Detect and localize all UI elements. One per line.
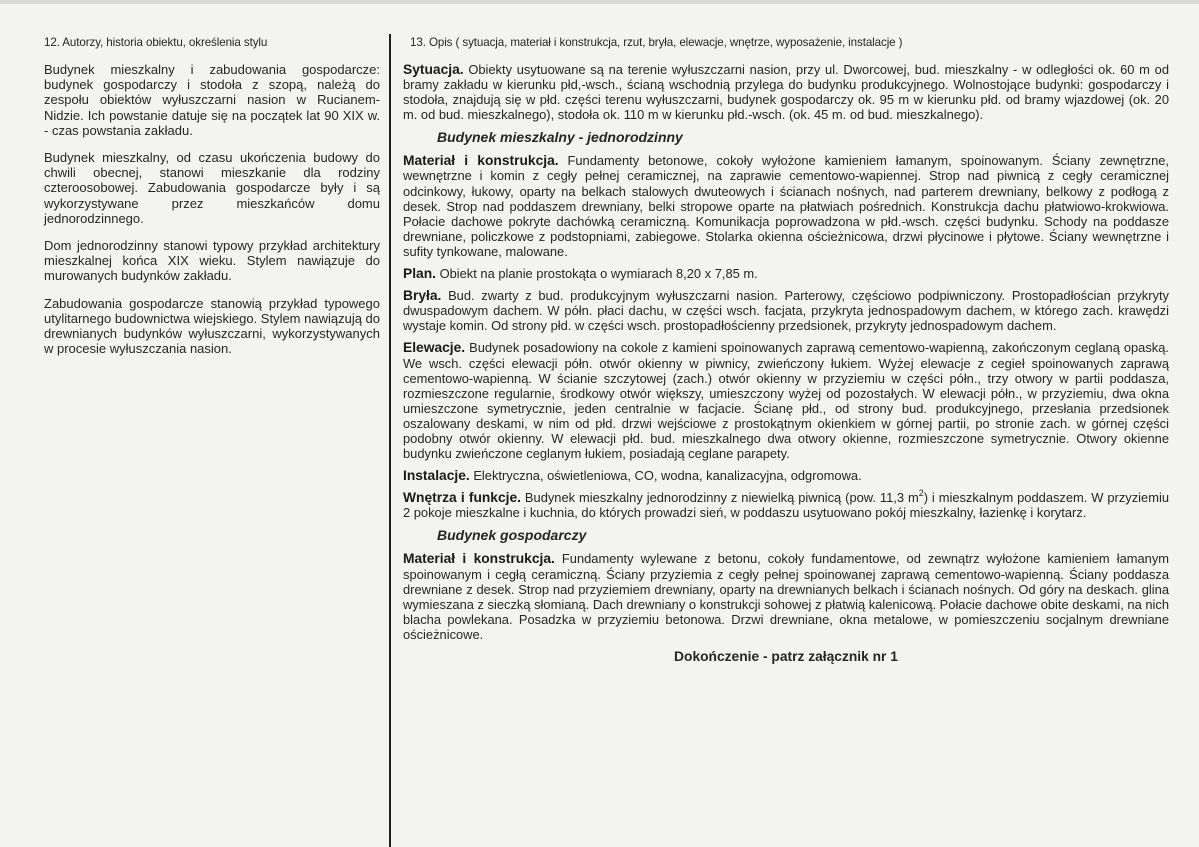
wnetrza-paragraph xyxy=(403,490,1169,520)
instalacje-heading: Instalacje. xyxy=(403,468,470,484)
left-column xyxy=(44,36,380,368)
sytuacja-heading: Sytuacja. xyxy=(403,62,464,77)
instalacje-paragraph xyxy=(403,468,1169,483)
bryla-heading: Bryła. xyxy=(403,288,442,304)
history-paragraph-2: Budynek mieszkalny, od czasu ukończenia budowy do chwili obecnej, stanowi mieszkanie dla rodziny czteroosobowej. Zabudowania gospodarcze były i są wykorzystywane przez mieszkańców domu jednorodzinnego. xyxy=(44,150,380,226)
material-paragraph-farm xyxy=(403,551,1169,642)
material-text-farm: Fundamenty wylewane z betonu, cokoły fundamentowe, od zewnątrz wyłożone kamieniem łamanym spoinowanym i cegłą ceramiczną. Ściany przyziemia z cegły pełnej spoinowanej zaprawą cementowo-wapienną. Ściany poddasza drewniane z desek. Strop nad przyziemiem drewniany, oparty na drewnianych belkach i ścianach nośnych. Od góry na deskach. glina wymieszana z sieczką słomianą. Dach drewniany o konstrukcji sohowej z płatwią kalenicową. Połacie dachowe obite deskami, na nich blacha powlekana. Posadzka w przyziemiu betonowa. Drzwi drewniane, okna metalowe, w pomieszczeniu socjalnym drewniane ościeżnicowe. xyxy=(403,551,1170,642)
section-12-title: 12. Autorzy, historia obiektu, określenia stylu xyxy=(44,36,268,49)
farm-building-subheading: Budynek gospodarczy xyxy=(437,527,587,544)
residential-building-subheading: Budynek mieszkalny - jednorodzinny xyxy=(437,129,683,146)
history-paragraph-3: Dom jednorodzinny stanowi typowy przykład architektury mieszkalnej końca XIX wieku. Stylem nawiązuje do murowanych budynków zakładu. xyxy=(44,238,380,284)
material-heading-residential: Materiał i konstrukcja. xyxy=(403,153,559,169)
column-divider xyxy=(389,34,391,847)
wnetrza-text-a: Budynek mieszkalny jednorodzinny z niewielką piwnicą (pow. 11,3 m xyxy=(521,490,919,506)
instalacje-text: Elektryczna, oświetleniowa, CO, wodna, kanalizacyjna, odgromowa. xyxy=(469,468,862,484)
superscript-2: 2 xyxy=(918,488,924,499)
bryla-text: Bud. zwarty z bud. produkcyjnym wyłuszczarni nasion. Parterowy, częściowo podpiwniczony. Prostopadłościan przykryty dwuspadowym dachem. W półn. płaci dachu, w części wsch. facjata, przykryta jednospadowym dachem, w którego zach. krawędzi wystaje komin. Od strony płd. w części wsch. prostopadłościenny przedsionek, przykryty jednospadowym dachem. xyxy=(403,288,1169,334)
history-paragraph-1: Budynek mieszkalny i zabudowania gospodarcze: budynek gospodarczy i stodoła z szopą, należą do zespołu obiektów wyłuszczarni nasion w Rucianem-Nidzie. Ich powstanie datuje się na początek lat 90 XIX w. - czas powstania zakładu. xyxy=(44,62,380,138)
elewacje-heading: Elewacje. xyxy=(403,340,466,356)
right-column xyxy=(403,36,1169,664)
wnetrza-heading: Wnętrza i funkcje. xyxy=(403,490,521,506)
page-top-edge xyxy=(0,0,1199,4)
plan-heading: Plan. xyxy=(403,266,436,282)
elewacje-paragraph xyxy=(403,340,1169,461)
wnetrza-text-b: ) i mieszkalnym poddaszem. W przyziemiu 2 pokoje mieszkalne i kuchnia, do których prowadzi sień, w poddaszu usytuowano pokój mieszkalny, łazienkę i korytarz. xyxy=(403,490,1169,521)
plan-paragraph xyxy=(403,266,1169,281)
elewacje-text: Budynek posadowiony na cokole z kamieni spoinowanych zaprawą cementowo-wapienną, zakończonym ceglaną opaską. We wsch. części elewacji półn. otwór okienny w piwnicy, zwieńczony łukiem. Wyżej elewacje z cegieł spoinowanych zaprawą cementowo-wapienną. W ścianie szczytowej (zach.) otwór okienny w przyziemiu w części półn., trzy otwory w partii poddasza, rozmieszczone regularnie, środkowy otwór większy, umieszczony wyżej od pozostałych. W elewacji półn., w przyziemiu, dwa okna umieszczone symetrycznie, jeden centralnie w facjacie. Ścianę płd., od strony bud. produkcyjnego, przesłania przedsionek oszalowany deskami, w nim od płd. drzwi wejściowe z prostokątnym okienkiem w górnej partii, po stronie zach. w górnej części podobny otwór okienny. W elewacji płd. bud. mieszkalnego dwa otwory okienne, rozmieszczone symetrycznie. Otwory okienne budynku zwieńczone ceglanym łukiem, posiadają ceglane parapety. xyxy=(403,340,1169,462)
plan-text: Obiekt na planie prostokąta o wymiarach 8,20 x 7,85 m. xyxy=(435,266,758,282)
material-text-residential: Fundamenty betonowe, cokoły wyłożone kamieniem łamanym, spoinowanym. Ściany zewnętrzne, wewnętrzne i komin z cegły pełnej ceramicznej, na zaprawie cementowo-wapiennej. Strop nad piwnicą z cegły ceramicznej odcinkowy, łukowy, oparty na belkach stalowych dwuteowych i ścianach nośnych, nad parterem drewniany, belkowy z podłogą z desek. Strop nad poddaszem drewniany, belki stropowe oparte na płatwiach pośrednich. Konstrukcja dachu płatwiowo-krokwiowa. Połacie dachowe pokryte dachówką ceramiczną. Komunikacja poprowadzona w płd.-wsch. części budynku. Schody na poddasze drewniane, policzkowe z podstopniami, zabiegowe. Stolarka okienna ościeżnicowa, drzwi płycinowe i płytowe. Ściany wewnętrzne i sufity tynkowane, malowane. xyxy=(403,153,1170,259)
section-13-title: 13. Opis ( sytuacja, materiał i konstrukcja, rzut, bryła, elewacje, wnętrze, wyposażenie, instalacje ) xyxy=(410,36,903,49)
continuation-note: Dokończenie - patrz załącznik nr 1 xyxy=(674,649,898,664)
sytuacja-paragraph xyxy=(403,62,1169,122)
material-paragraph-residential xyxy=(403,153,1169,259)
sytuacja-text: Obiekty usytuowane są na terenie wyłuszczarni nasion, przy ul. Dworcowej, bud. mieszkalny - w odległości ok. 60 m od bramy zakładu w kierunku płd,-wsch., ścianą wschodnią przylega do budynku produkcyjnego. Wolnostojące budynki: gospodarczy i stodoła, znajdują się w płd. części terenu wyłuszczarni, budynek gospodarczy ok. 95 m w kierunku płd. od bramy wjazdowej (ok. 20 m. od bud. mieszkalnego), stodoła ok. 110 m w kierunku płd.-wsch. (ok. 45 m. od bud. mieszkalnego). xyxy=(403,62,1169,123)
history-paragraph-4: Zabudowania gospodarcze stanowią przykład typowego utylitarnego budownictwa wiejskiego. Stylem nawiązują do drewnianych budynków wyłuszczarni, wykorzystywanych w procesie wyłuszczania nasion. xyxy=(44,295,381,357)
bryla-paragraph xyxy=(403,288,1169,333)
material-heading-farm: Materiał i konstrukcja. xyxy=(403,551,555,567)
